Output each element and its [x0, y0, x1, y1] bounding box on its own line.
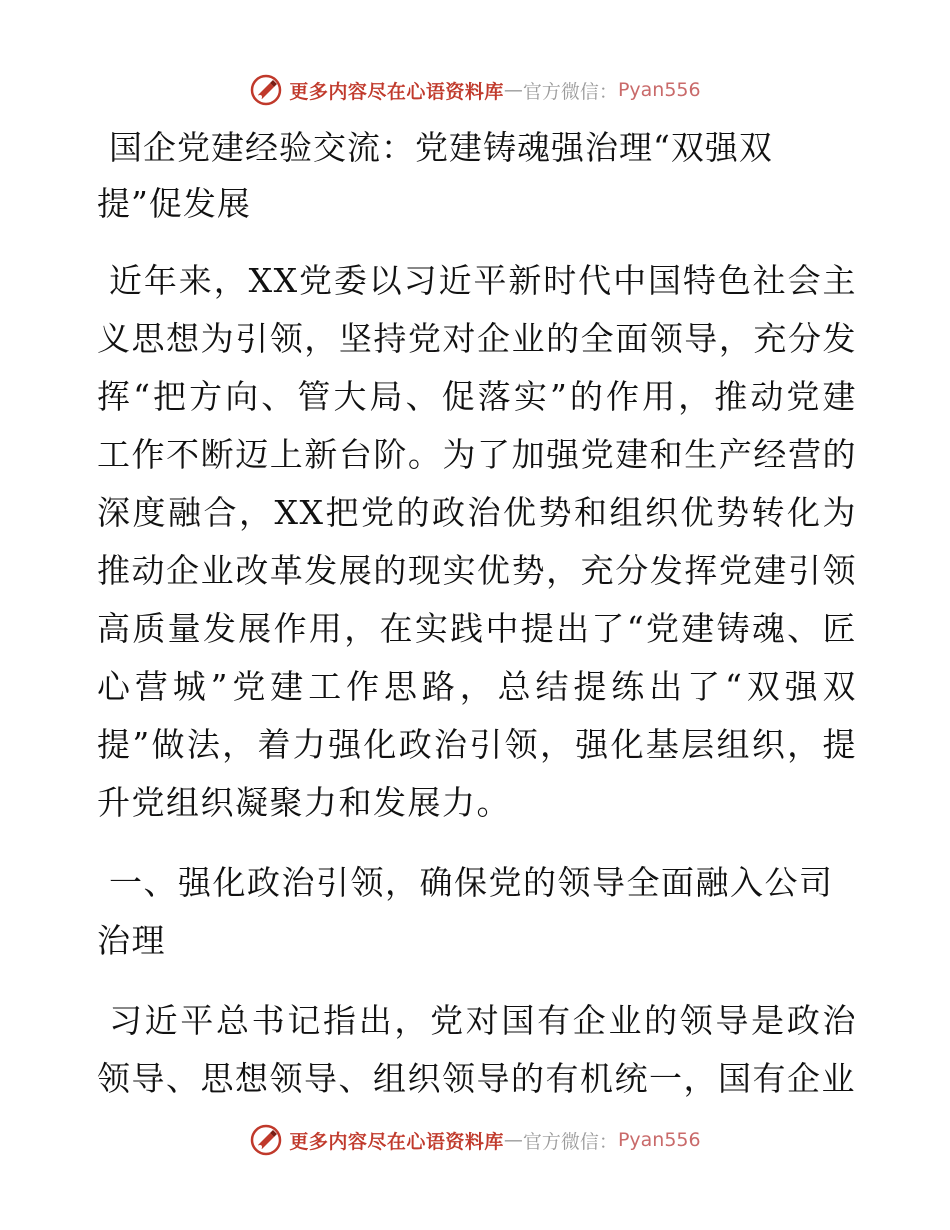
- paragraph-section-1-text: 习近平总书记指出，党对国有企业的领导是政治领导、思想领导、组织领导的有机统一，国有企业: [97, 1001, 857, 1098]
- watermark-banner-bottom: [0, 1120, 950, 1160]
- watermark-logo-icon: [249, 73, 283, 107]
- title-line-1: 国企党建经验交流：党建铸魂强治理“双强双: [109, 128, 773, 167]
- watermark-wechat-id: Pyan556: [617, 79, 701, 101]
- watermark-logo-icon: [249, 1123, 283, 1157]
- paragraph-intro-text: 近年来，XX党委以习近平新时代中国特色社会主义思想为引领，坚持党对企业的全面领导，充分发挥“把方向、管大局、促落实”的作用，推动党建工作不断迈上新台阶。为了加强党建和生产经营的深度融合，XX把党的政治优势和组织优势转化为推动企业改革发展的现实优势，充分发挥党建引领高质量发展作用，在实践中提出了“党建铸魂、匠心营城”党建工作思路，总结提练出了“双强双提”做法，着力强化政治引领，强化基层组织，提升党组织凝聚力和发展力。: [97, 261, 857, 822]
- watermark-wechat-label: 官方微信：: [522, 1130, 618, 1153]
- watermark-wechat-id: Pyan556: [617, 1129, 701, 1151]
- watermark-wechat-label: 官方微信：: [522, 80, 618, 103]
- watermark-text: 更多内容尽在心语资料库: [289, 80, 504, 103]
- paragraph-intro: [97, 252, 857, 832]
- document-title: [97, 120, 857, 232]
- watermark-separator: —: [503, 79, 523, 101]
- watermark-text: 更多内容尽在心语资料库: [289, 1130, 504, 1153]
- section-heading-1-line-1: 一、强化政治引领，确保党的领导全面融入公司: [109, 863, 834, 902]
- watermark-banner-top: [0, 70, 950, 110]
- section-heading-1: [97, 854, 857, 970]
- title-line-2: 提”促发展: [97, 184, 251, 223]
- section-heading-1-line-2: 治理: [97, 921, 166, 960]
- paragraph-section-1: [97, 992, 857, 1108]
- document-body: [97, 120, 857, 1130]
- watermark-separator: —: [503, 1129, 523, 1151]
